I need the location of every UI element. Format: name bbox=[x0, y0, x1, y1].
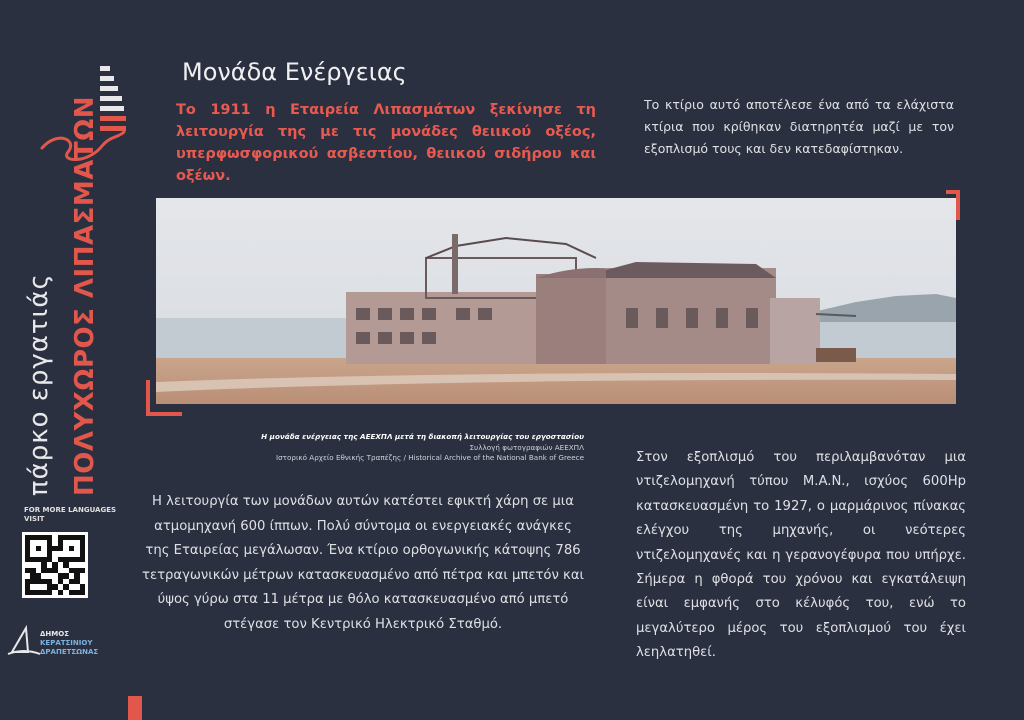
municipality-line2: ΚΕΡΑΤΣΙΝΙΟΥ bbox=[40, 639, 93, 647]
caption-archive: Ιστορικό Αρχείο Εθνικής Τραπέζης / Historical Archive of the National Bank of Greece bbox=[276, 453, 584, 462]
caption-title: Η μονάδα ενέργειας της ΑΕΕΧΠΛ μετά τη διακοπή λειτουργίας του εργοστασίου bbox=[261, 432, 584, 441]
page-title: Μονάδα Ενέργειας bbox=[182, 58, 407, 86]
caption-collection: Συλλογή φωτογραφιών ΑΕΕΧΠΛ bbox=[469, 442, 584, 452]
intro-paragraph: Το 1911 η Εταιρεία Λιπασμάτων ξεκίνησε τη λειτουργία της με τις μονάδες θειικού οξέος, υπερφωσφορικού ασβεστίου, θειικού σιδήρου και οξέων. bbox=[176, 102, 596, 184]
photo-accent-bottom-left-horizontal bbox=[146, 412, 182, 416]
municipality-name bbox=[40, 630, 110, 657]
photo-accent-bottom-left bbox=[146, 380, 150, 416]
sidebar-title-venue: ΠΟΛΥΧΩΡΟΣ ΛΙΠΑΣΜΑΤΩΝ bbox=[70, 96, 100, 496]
historical-photo bbox=[156, 198, 956, 404]
municipality-line1: ΔΗΜΟΣ bbox=[40, 630, 69, 638]
qr-code-icon[interactable] bbox=[22, 532, 88, 598]
photo-caption bbox=[200, 432, 584, 464]
side-note-paragraph: Το κτίριο αυτό αποτέλεσε ένα από τα ελάχιστα κτίρια που κρίθηκαν διατηρητέα μαζί με τον εξοπλισμό τους και δεν κατεδαφίστηκαν. bbox=[644, 97, 954, 156]
bottom-accent bbox=[128, 696, 142, 720]
sidebar-title-park: πάρκο εργατιάς bbox=[24, 273, 54, 496]
body-paragraph-left: Η λειτουργία των μονάδων αυτών κατέστει εφικτή χάρη σε μια ατμομηχανή 600 ίππων. Πολύ σύντομα οι ενεργειακές ανάγκες της Εταιρείας μεγάλωσαν. Ένα κτίριο ορθογωνικής κάτοψης 786 τετραγωνικών μέτρων κατασκευασμένο από πέτρα και μπετόν και ύψος γύρω στα 11 μέτρα με θόλο κατασκευασμένο από μπετό στέγασε τον Κεντρικό Ηλεκτρικό Σταθμό. bbox=[142, 494, 584, 632]
municipality-line3: ΔΡΑΠΕΤΣΩΝΑΣ bbox=[40, 648, 99, 656]
body-paragraph-right: Στον εξοπλισμό του περιλαμβανόταν μια ντιζελομηχανή τύπου M.A.N., ισχύος 600Hp κατασκευασμένη το 1927, ο μαρμάρινος πίνακας ελέγχου της μηχανής, οι νεότερες ντιζελομηχανές και η γερανογέφυρα που υπήρχε. Σήμερα η φθορά του χρόνου και εγκατάλειψη είναι εμφανής στο κέλυφός του, ενώ το μεγαλύτερο μέρος του εξοπλισμού του έχει λεηλατηθεί. bbox=[636, 450, 966, 661]
more-languages-label: FOR MORE LANGUAGES VISIT bbox=[24, 506, 117, 523]
photo-accent-top-right-vertical bbox=[956, 190, 960, 220]
